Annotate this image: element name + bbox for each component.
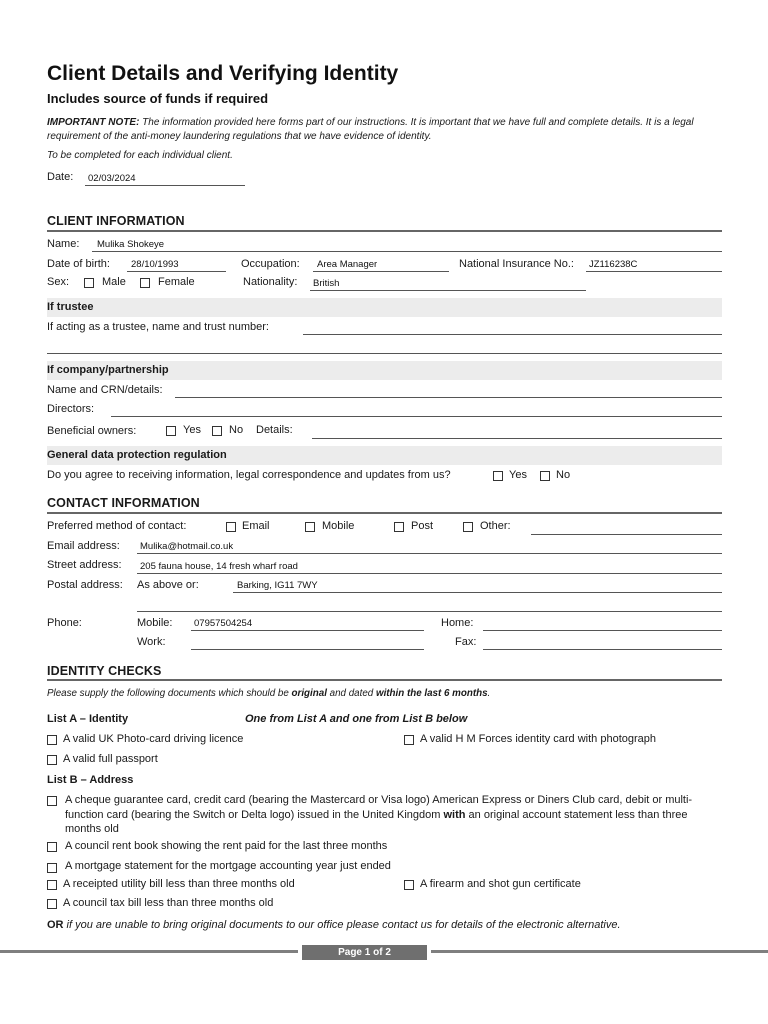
footer-rule-right [431,950,768,953]
mobile-label: Mobile: [137,617,173,629]
company-name-field[interactable] [175,397,722,398]
doc-firearm-cert-label: A firearm and shot gun certificate [420,878,581,890]
identity-checks-heading: IDENTITY CHECKS [47,664,162,678]
mobile-value: 07957504254 [194,618,253,629]
female-checkbox[interactable] [140,278,150,288]
doc-council-tax-checkbox[interactable] [47,899,57,909]
postal-field-line2[interactable] [137,611,722,612]
doc-driving-licence-checkbox[interactable] [47,735,57,745]
company-heading: If company/partnership [47,364,169,376]
doc-forces-card-checkbox[interactable] [404,735,414,745]
trustee-label: If acting as a trustee, name and trust number: [47,321,269,333]
doc-utility-bill-checkbox[interactable] [47,880,57,890]
male-checkbox[interactable] [84,278,94,288]
important-note-text: The information provided here forms part of our instructions. It is important that we have full and complete details. It is a legal requirement of the anti-money laundering regulations that we have evidence of identity. [47,117,694,142]
doc-mortgage-label: A mortgage statement for the mortgage accounting year just ended [65,860,391,872]
male-label: Male [102,276,126,288]
contact-other-label: Other: [480,520,511,532]
owners-no-checkbox[interactable] [212,426,222,436]
occupation-label: Occupation: [241,258,300,270]
doc-firearm-cert-checkbox[interactable] [404,880,414,890]
gdpr-heading: General data protection regulation [47,449,227,461]
date-field[interactable] [85,185,245,186]
contact-post-checkbox[interactable] [394,522,404,532]
gdpr-band [47,446,722,465]
ni-field[interactable] [586,271,722,272]
contact-email-label: Email [242,520,270,532]
nationality-field[interactable] [310,290,586,291]
sex-label: Sex: [47,276,70,288]
gdpr-no-checkbox[interactable] [540,471,550,481]
dob-label: Date of birth: [47,258,110,270]
doc-council-tax-label: A council tax bill less than three months old [63,897,274,909]
gdpr-no-label: No [556,469,571,481]
owners-label: Beneficial owners: [47,425,137,437]
email-label: Email address: [47,540,120,552]
doc-card-statement-text: an original account statement less than three months old [65,808,688,835]
trustee-field[interactable] [303,334,722,335]
dob-value: 28/10/1993 [131,259,179,270]
identity-intro [47,688,490,699]
electronic-alternative-note [47,919,621,931]
mobile-field[interactable] [191,630,424,631]
nationality-label: Nationality: [243,276,298,288]
intro-emphasis: within the last 6 months [375,688,488,699]
owners-details-field[interactable] [312,438,722,439]
intro-emphasis: original [291,688,327,699]
email-field[interactable] [137,553,722,554]
phone-label: Phone: [47,617,82,629]
postal-as-above-label: As above or: [137,579,199,591]
directors-field[interactable] [111,416,722,417]
fax-field[interactable] [483,649,722,650]
occupation-value: Area Manager [317,259,378,270]
section-divider [47,230,722,232]
gdpr-yes-checkbox[interactable] [493,471,503,481]
doc-rent-book-checkbox[interactable] [47,842,57,852]
doc-card-statement-label [65,793,715,837]
doc-card-statement-text: A cheque guarantee card, credit card (bearing the Mastercard or Visa logo) American Express or Diners Club card, debit or multi-function card (bearing the Switch or Delta logo) issued in the United Kingdom [65,794,693,821]
trustee-field-line2[interactable] [47,353,722,354]
owners-yes-label: Yes [183,424,201,436]
date-value: 02/03/2024 [88,173,136,184]
contact-email-checkbox[interactable] [226,522,236,532]
completion-instruction: To be completed for each individual client. [47,150,233,161]
female-label: Female [158,276,195,288]
one-from-each-note: One from List A and one from List B below [245,713,468,725]
home-field[interactable] [483,630,722,631]
street-field[interactable] [137,573,722,574]
doc-driving-licence-label: A valid UK Photo-card driving licence [63,733,244,745]
gdpr-yes-label: Yes [509,469,527,481]
contact-mobile-checkbox[interactable] [305,522,315,532]
nationality-value: British [313,278,340,289]
work-field[interactable] [191,649,424,650]
page-subtitle: Includes source of funds if required [47,91,269,106]
email-value: Mulika@hotmail.co.uk [140,541,234,552]
dob-field[interactable] [127,271,226,272]
fax-label: Fax: [455,636,477,648]
doc-forces-card-label: A valid H M Forces identity card with photograph [420,733,657,745]
page-indicator: Page 1 of 2 [302,945,427,960]
contact-mobile-label: Mobile [322,520,355,532]
intro-part: . [487,688,491,699]
doc-mortgage-checkbox[interactable] [47,863,57,873]
ni-value: JZ116238C [589,259,638,270]
postal-label: Postal address: [47,579,123,591]
ni-label: National Insurance No.: [459,258,574,270]
doc-rent-book-label: A council rent book showing the rent paid for the last three months [65,840,388,852]
name-field[interactable] [92,251,722,252]
postal-value: Barking, IG11 7WY [237,580,318,591]
company-band [47,361,722,380]
street-value: 205 fauna house, 14 fresh wharf road [140,561,298,572]
owners-details-label: Details: [256,424,293,436]
street-label: Street address: [47,559,122,571]
list-a-heading: List A – Identity [47,713,129,725]
name-value: Mulika Shokeye [97,239,165,250]
contact-method-label: Preferred method of contact: [47,520,187,532]
date-label: Date: [47,171,74,183]
doc-card-statement-emphasis: with [443,808,466,821]
contact-other-field[interactable] [531,534,722,535]
section-divider [47,512,722,514]
owners-yes-checkbox[interactable] [166,426,176,436]
home-label: Home: [441,617,474,629]
client-info-heading: CLIENT INFORMATION [47,214,185,228]
trustee-heading: If trustee [47,301,94,313]
work-label: Work: [137,636,166,648]
trustee-band [47,298,722,317]
intro-part: Please supply the following documents which should be [47,688,292,699]
contact-info-heading: CONTACT INFORMATION [47,496,200,510]
contact-other-checkbox[interactable] [463,522,473,532]
doc-passport-checkbox[interactable] [47,755,57,765]
important-note-label: IMPORTANT NOTE: [47,117,140,128]
page-title: Client Details and Verifying Identity [47,62,399,85]
company-name-label: Name and CRN/details: [47,384,163,396]
gdpr-question: Do you agree to receiving information, legal correspondence and updates from us? [47,469,451,481]
electronic-alternative-text: if you are unable to bring original documents to our office please contact us for details of the electronic alternative. [63,919,621,931]
list-b-heading: List B – Address [47,774,134,786]
doc-card-statement-checkbox[interactable] [47,796,57,806]
important-note [47,116,722,143]
doc-utility-bill-label: A receipted utility bill less than three months old [63,878,295,890]
contact-post-label: Post [411,520,434,532]
name-label: Name: [47,238,80,250]
owners-no-label: No [229,424,244,436]
or-label: OR [47,919,64,931]
doc-passport-label: A valid full passport [63,753,158,765]
footer-rule-left [0,950,298,953]
occupation-field[interactable] [313,271,449,272]
postal-field[interactable] [233,592,722,593]
directors-label: Directors: [47,403,95,415]
section-divider [47,679,722,681]
intro-part: and dated [326,688,376,699]
